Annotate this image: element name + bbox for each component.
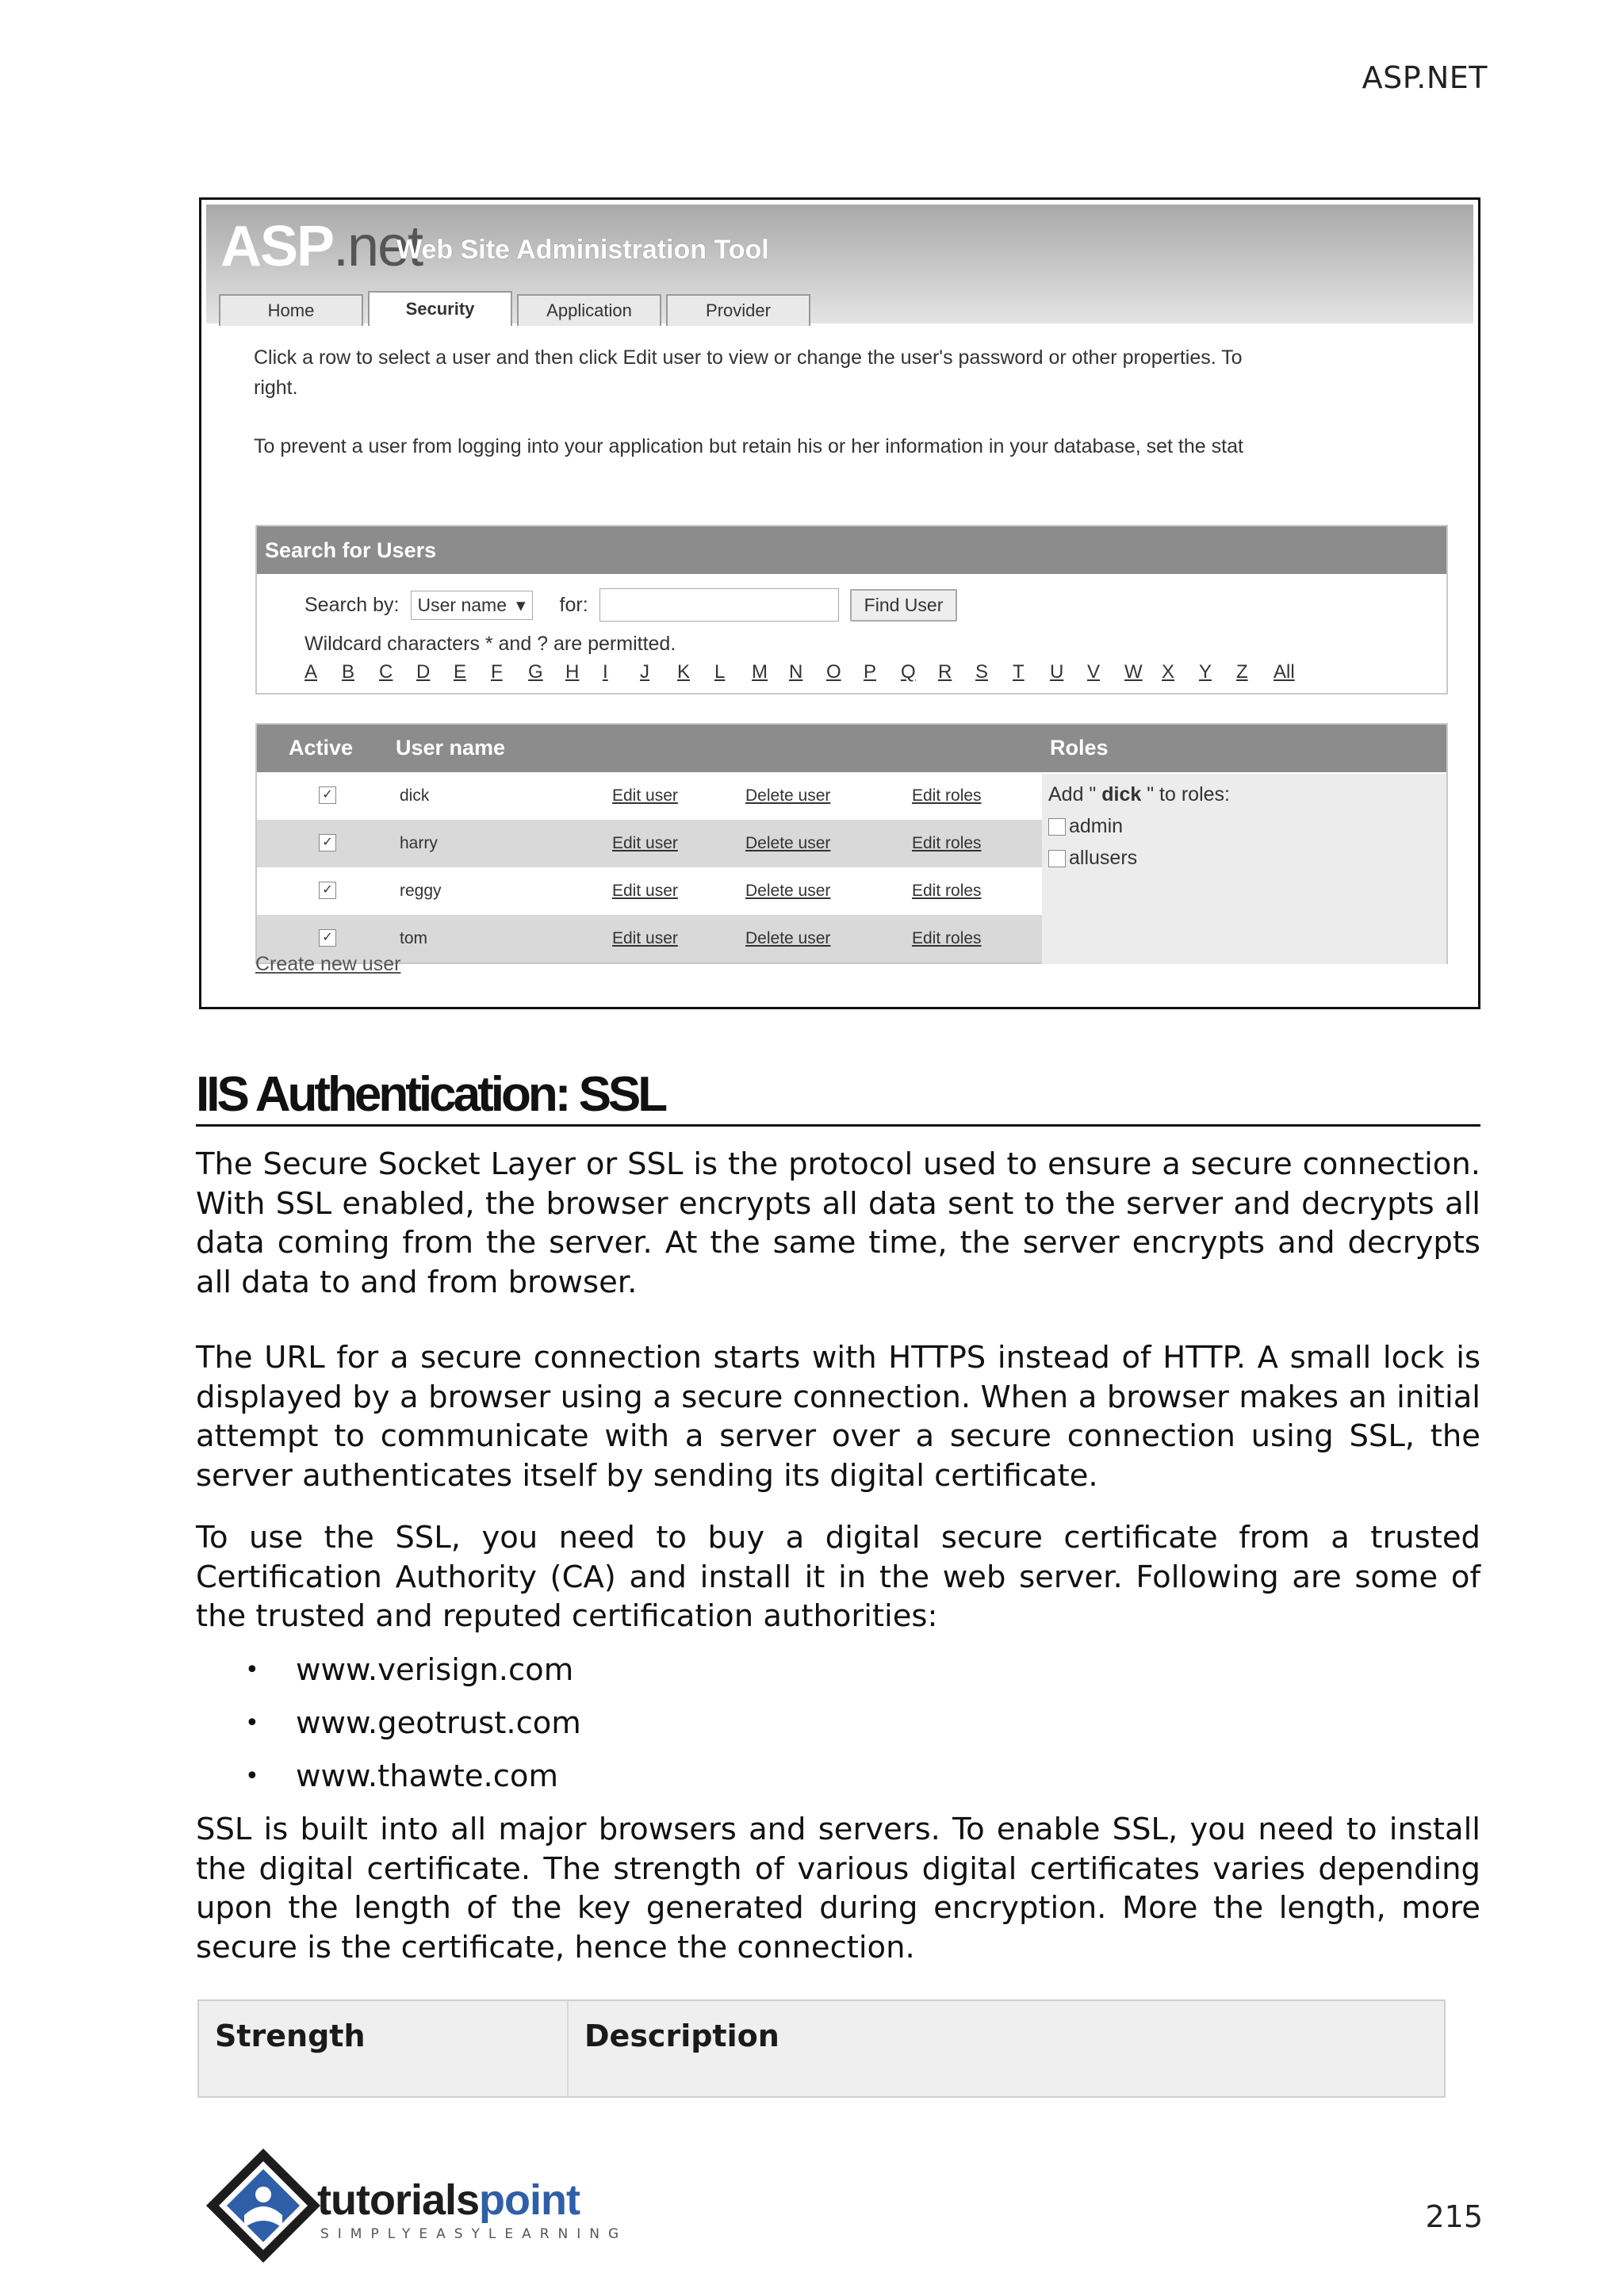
admin-tool-screenshot <box>199 197 1480 1009</box>
alphabet-link[interactable]: Q <box>901 661 916 683</box>
alphabet-link[interactable]: I <box>603 661 608 683</box>
user-name-cell: tom <box>400 929 428 947</box>
alphabet-link[interactable]: B <box>342 661 355 683</box>
role-label: admin <box>1069 815 1124 837</box>
delete-user-link[interactable]: Delete user <box>745 834 831 852</box>
table-row[interactable] <box>257 772 1042 820</box>
user-name-cell: dick <box>400 786 430 805</box>
delete-user-link[interactable]: Delete user <box>745 929 831 947</box>
strength-table <box>197 1999 1446 2098</box>
edit-roles-link[interactable]: Edit roles <box>912 882 982 900</box>
alphabet-link[interactable]: W <box>1124 661 1143 683</box>
instruction-line-3: To prevent a user from logging into your application but retain his or her information in your database, set the stat <box>254 435 1243 457</box>
section-title-rule <box>196 1124 1480 1127</box>
list-item: • www.verisign.com <box>196 1651 1480 1704</box>
alphabet-link[interactable]: M <box>752 661 768 683</box>
role-checkbox[interactable] <box>1048 818 1066 836</box>
edit-user-link[interactable]: Edit user <box>612 882 678 900</box>
search-by-label: Search by: <box>304 593 400 616</box>
delete-user-link[interactable]: Delete user <box>745 786 831 805</box>
table-row[interactable] <box>257 820 1042 867</box>
alphabet-link[interactable]: A <box>304 661 318 683</box>
role-label: allusers <box>1069 847 1138 869</box>
role-option-allusers[interactable] <box>1048 847 1137 870</box>
admin-tool-header <box>206 205 1473 323</box>
alphabet-link[interactable]: G <box>528 661 543 683</box>
tab-security[interactable]: Security <box>368 291 512 326</box>
find-user-button[interactable]: Find User <box>850 589 958 622</box>
user-rows <box>257 772 1042 962</box>
roles-pane-title <box>1048 783 1230 806</box>
user-name-cell: reggy <box>400 882 442 900</box>
logo-asp: ASP <box>220 215 334 278</box>
search-input[interactable] <box>599 588 839 622</box>
alphabet-link[interactable]: O <box>826 661 841 683</box>
section-title: IIS Authentication: SSL <box>196 1067 665 1122</box>
table-header-description: Description <box>584 2019 779 2053</box>
alphabet-link[interactable]: V <box>1087 661 1101 683</box>
users-table <box>255 723 1448 964</box>
tutorialspoint-logo <box>200 2142 628 2277</box>
users-table-header <box>257 725 1446 772</box>
alphabet-link[interactable]: L <box>714 661 726 683</box>
alphabet-link[interactable]: Z <box>1236 661 1248 683</box>
role-option-admin[interactable] <box>1048 815 1123 838</box>
logo-wordmark <box>317 2175 580 2225</box>
alphabet-link[interactable]: J <box>640 661 649 683</box>
table-row[interactable] <box>257 867 1042 915</box>
search-by-value: User name <box>417 594 507 615</box>
logo-net: .net <box>333 215 423 278</box>
roles-suffix: " to roles: <box>1147 783 1230 806</box>
paragraph-1: The Secure Socket Layer or SSL is the protocol used to ensure a secure connection. With SSL enabled, the browser encrypts all data sent to the server and decrypts all data coming from the server. At the same time, the server encrypts and decrypts all data to and from browser. <box>196 1146 1480 1300</box>
header-roles: Roles <box>1050 736 1109 760</box>
ca-list <box>196 1651 1480 1810</box>
edit-user-link[interactable]: Edit user <box>612 929 678 947</box>
alphabet-filter <box>304 661 1311 683</box>
roles-user: dick <box>1096 783 1147 806</box>
alphabet-link[interactable]: X <box>1162 661 1175 683</box>
tab-application[interactable]: Application <box>517 294 661 326</box>
edit-user-link[interactable]: Edit user <box>612 834 678 852</box>
role-checkbox[interactable] <box>1048 850 1066 867</box>
search-panel-title: Search for Users <box>257 526 1446 574</box>
delete-user-link[interactable]: Delete user <box>745 882 831 900</box>
chevron-down-icon: ▾ <box>516 594 526 615</box>
search-panel <box>255 525 1448 695</box>
edit-roles-link[interactable]: Edit roles <box>912 786 982 805</box>
tab-provider[interactable]: Provider <box>666 294 810 326</box>
instruction-line-1: Click a row to select a user and then click Edit user to view or change the user's password or other properties. To <box>254 346 1243 369</box>
roles-prefix: Add " <box>1048 783 1097 806</box>
list-item: • www.thawte.com <box>196 1757 1480 1810</box>
logo-tagline: SIMPLYEASYLEARNING <box>320 2226 628 2242</box>
alphabet-link[interactable]: P <box>864 661 877 683</box>
paragraph-3: To use the SSL, you need to buy a digital secure certificate from a trusted Certification Authority (CA) and install it in the web server. Following are some of the trusted and reputed certification authorities: <box>196 1520 1480 1634</box>
search-row <box>304 588 957 622</box>
edit-roles-link[interactable]: Edit roles <box>912 929 982 947</box>
alphabet-link[interactable]: U <box>1050 661 1064 683</box>
active-checkbox[interactable]: ✓ <box>319 834 336 851</box>
alphabet-link[interactable]: F <box>491 661 503 683</box>
alphabet-link[interactable]: E <box>454 661 467 683</box>
alphabet-link[interactable]: R <box>938 661 952 683</box>
page-header-label: ASP.NET <box>1362 60 1488 95</box>
paragraph-2: The URL for a secure connection starts with HTTPS instead of HTTP. A small lock is displayed by a browser using a secure connection. When a browser makes an initial attempt to communicate with a server over a secure connection using SSL, the server authenticates itself by sending its digital certificate. <box>196 1340 1480 1494</box>
alphabet-link[interactable]: K <box>677 661 691 683</box>
alphabet-link[interactable]: H <box>565 661 580 683</box>
for-label: for: <box>559 593 588 616</box>
header-user-name: User name <box>396 736 506 760</box>
logo-word-a: tutorials <box>317 2176 480 2224</box>
active-checkbox[interactable]: ✓ <box>319 882 336 899</box>
list-item: • www.geotrust.com <box>196 1704 1480 1757</box>
alphabet-link[interactable]: D <box>416 661 431 683</box>
user-name-cell: harry <box>400 834 438 852</box>
table-header-strength: Strength <box>199 2001 569 2096</box>
instruction-line-2: right. <box>254 377 298 399</box>
admin-tabs <box>219 294 810 326</box>
asp-net-logo <box>220 214 422 279</box>
alphabet-link[interactable]: C <box>379 661 393 683</box>
active-checkbox[interactable]: ✓ <box>319 929 336 947</box>
roles-pane <box>1042 774 1446 964</box>
alphabet-link[interactable]: All <box>1274 661 1295 683</box>
alphabet-link[interactable]: S <box>975 661 989 683</box>
alphabet-link[interactable]: N <box>789 661 803 683</box>
active-checkbox[interactable]: ✓ <box>319 786 336 804</box>
create-new-user-link[interactable]: Create new user <box>255 953 401 975</box>
logo-word-b: point <box>479 2176 580 2224</box>
edit-user-link[interactable]: Edit user <box>612 786 678 805</box>
edit-roles-link[interactable]: Edit roles <box>912 834 982 852</box>
admin-tool-title: Web Site Administration Tool <box>396 235 769 265</box>
header-active: Active <box>289 736 354 760</box>
alphabet-link[interactable]: T <box>1013 661 1025 683</box>
wildcard-note: Wildcard characters * and ? are permitted. <box>304 633 676 655</box>
search-by-select[interactable] <box>411 591 533 620</box>
page-number: 215 <box>1425 2199 1483 2234</box>
paragraph-4: SSL is built into all major browsers and servers. To enable SSL, you need to install the digital certificate. The strength of various digital certificates varies depending upon the length of the key generated during encryption. More the length, more secure is the certificate, hence the connection. <box>196 1812 1480 1965</box>
tab-home[interactable]: Home <box>219 294 363 326</box>
alphabet-link[interactable]: Y <box>1199 661 1212 683</box>
